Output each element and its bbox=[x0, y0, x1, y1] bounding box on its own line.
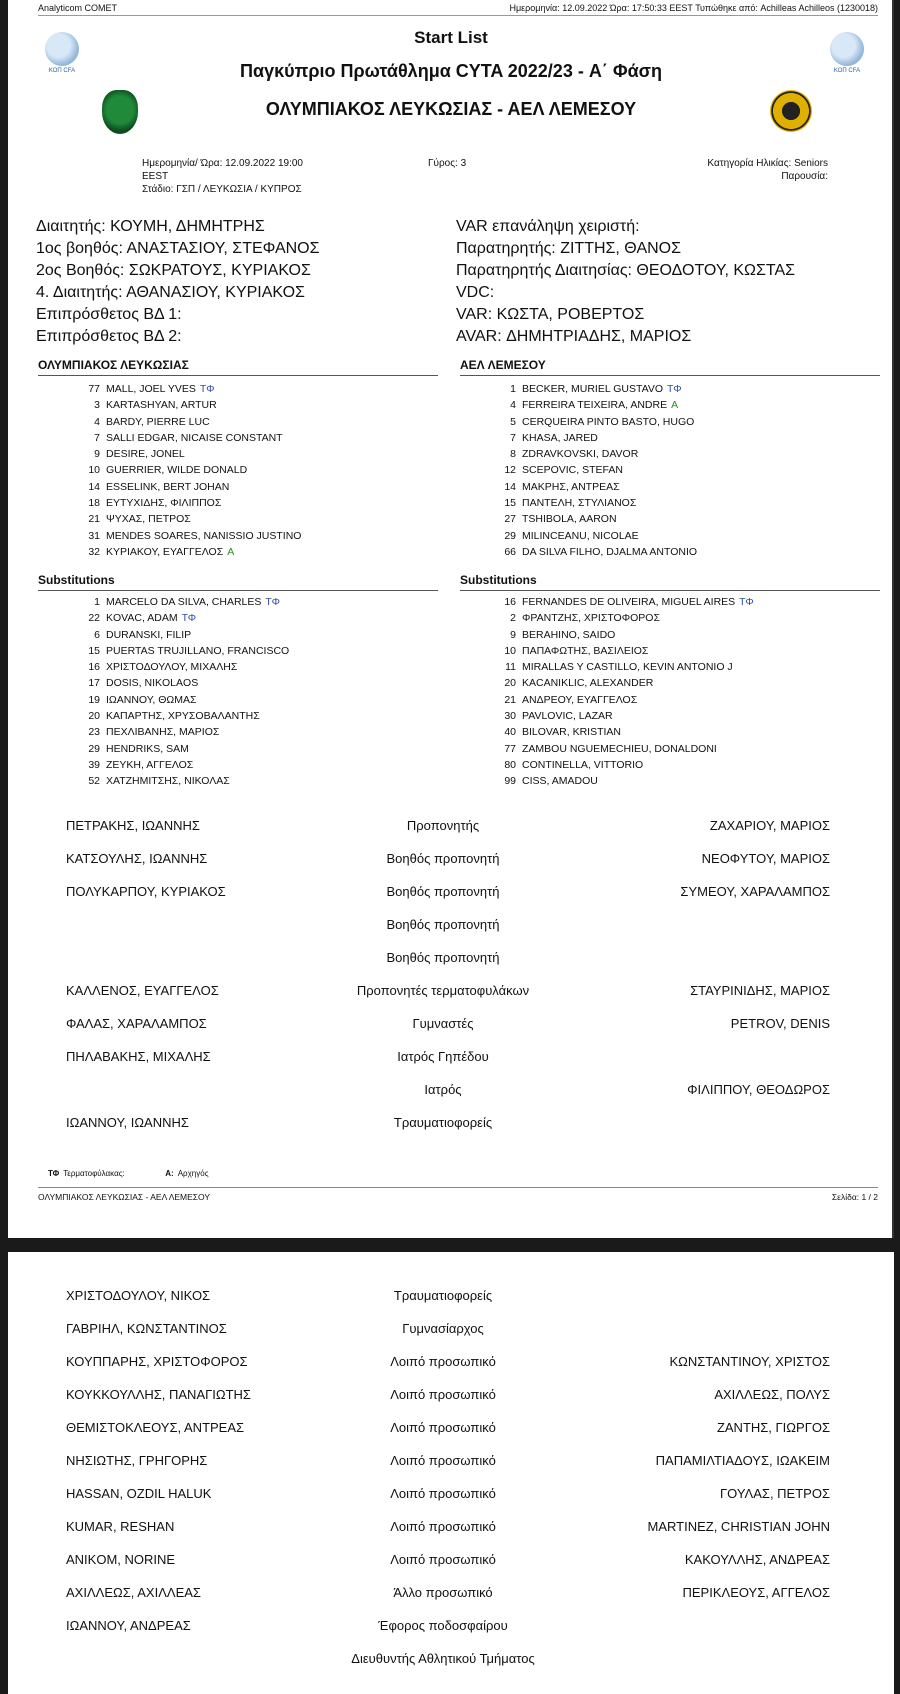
home-staff-name: ΚΑΤΣΟΥΛΗΣ, ΙΩΑΝΝΗΣ bbox=[66, 851, 208, 866]
official-line: VDC: bbox=[456, 284, 495, 301]
home-staff-name: KUMAR, RESHAN bbox=[66, 1519, 175, 1534]
shirt-number: 16 bbox=[88, 661, 100, 674]
shirt-number: 5 bbox=[510, 415, 516, 428]
away-staff-name: PETROV, DENIS bbox=[730, 1016, 830, 1031]
shirt-number: 20 bbox=[504, 677, 516, 690]
goalkeeper-badge: ΤΦ bbox=[667, 383, 682, 395]
player-name: ΧΡΙΣΤΟΔΟΥΛΟΥ, ΜΙΧΑΛΗΣ bbox=[106, 661, 238, 674]
staff-role: Λοιπό προσωπικό bbox=[390, 1420, 496, 1435]
staff-role: Ιατρός bbox=[424, 1082, 462, 1097]
shirt-number: 8 bbox=[510, 448, 516, 461]
staff-role: Βοηθός προπονητή bbox=[386, 950, 500, 965]
shirt-number: 10 bbox=[88, 464, 100, 477]
shirt-number: 23 bbox=[88, 726, 100, 739]
shirt-number: 40 bbox=[504, 726, 516, 739]
print-info: Ημερομηνία: 12.09.2022 Ώρα: 17:50:33 EEST Τυπώθηκε από: Achilleas Achilleos (1230018) bbox=[509, 3, 878, 13]
player-row bbox=[486, 462, 697, 478]
official-line: Επιπρόσθετος ΒΔ 1: bbox=[36, 306, 182, 323]
divider bbox=[460, 375, 880, 376]
player-name: TSHIBOLA, AARON bbox=[522, 513, 617, 526]
away-staff-name: ΠΕΡΙΚΛΕΟΥΣ, ΑΓΓΕΛΟΣ bbox=[682, 1585, 830, 1600]
player-name: PUERTAS TRUJILLANO, FRANCISCO bbox=[106, 644, 290, 657]
shirt-number: 29 bbox=[504, 529, 516, 542]
home-substitutes bbox=[70, 594, 289, 790]
player-row bbox=[486, 627, 754, 643]
player-row bbox=[70, 773, 289, 789]
official-line: 2ος Βοηθός: ΣΩΚΡΑΤΟΥΣ, ΚΥΡΙΑΚΟΣ bbox=[36, 262, 311, 279]
staff-role: Προπονητές τερματοφυλάκων bbox=[356, 983, 530, 998]
player-row bbox=[70, 675, 289, 691]
staff-role: Βοηθός προπονητή bbox=[386, 851, 500, 866]
official-line: 4. Διαιτητής: ΑΘΑΝΑΣΙΟΥ, ΚΥΡΙΑΚΟΣ bbox=[36, 284, 305, 301]
player-row bbox=[70, 430, 301, 446]
away-staff-name: ΠΑΠΑΜΙΛΤΙΑΔΟΥΣ, ΙΩΑΚΕΙΜ bbox=[655, 1453, 830, 1468]
shirt-number: 31 bbox=[88, 529, 100, 542]
player-row bbox=[486, 594, 754, 610]
shirt-number: 21 bbox=[504, 693, 516, 706]
player-name: SCEPOVIC, STEFAN bbox=[522, 464, 623, 477]
shirt-number: 20 bbox=[88, 710, 100, 723]
legend-gk-text: Τερματοφύλακας: bbox=[63, 1169, 125, 1178]
staff-row bbox=[8, 1552, 894, 1585]
match-title: ΟΛΥΜΠΙΑΚΟΣ ΛΕΥΚΩΣΙΑΣ - ΑΕΛ ΛΕΜΕΣΟΥ bbox=[265, 99, 637, 119]
staff-role: Βοηθός προπονητή bbox=[386, 884, 500, 899]
staff-role: Τραυματιοφορείς bbox=[393, 1115, 493, 1130]
staff-role: Λοιπό προσωπικό bbox=[390, 1387, 496, 1402]
player-name: DESIRE, JONEL bbox=[106, 448, 185, 461]
staff-role: Λοιπό προσωπικό bbox=[390, 1519, 496, 1534]
staff-row bbox=[8, 1618, 894, 1651]
player-name: SALLI EDGAR, NICAISE CONSTANT bbox=[106, 431, 283, 444]
page-number: Σελίδα: 1 / 2 bbox=[831, 1192, 878, 1202]
player-name: BARDY, PIERRE LUC bbox=[106, 415, 210, 428]
shirt-number: 99 bbox=[504, 775, 516, 788]
player-name: MALL, JOEL YVES bbox=[106, 383, 196, 395]
competition-title: Παγκύπριο Πρωτάθλημα CYTA 2022/23 - Α΄ Φάση bbox=[240, 61, 662, 81]
goalkeeper-badge: ΤΦ bbox=[199, 383, 215, 395]
shirt-number: 52 bbox=[88, 775, 100, 788]
shirt-number: 18 bbox=[88, 497, 100, 510]
player-row bbox=[70, 643, 289, 659]
shirt-number: 9 bbox=[510, 628, 516, 641]
staff-row bbox=[8, 884, 894, 917]
player-name: ΨΥΧΑΣ, ΠΕΤΡΟΣ bbox=[106, 513, 191, 526]
document-title: Start List bbox=[414, 28, 488, 47]
player-name: MIRALLAS Y CASTILLO, KEVIN ANTONIO J bbox=[522, 661, 733, 674]
player-name: KACANIKLIC, ALEXANDER bbox=[522, 677, 654, 690]
player-row bbox=[486, 414, 697, 430]
player-row bbox=[70, 741, 289, 757]
staff-role: Λοιπό προσωπικό bbox=[390, 1453, 496, 1468]
shirt-number: 15 bbox=[88, 644, 100, 657]
category-attendance bbox=[707, 157, 828, 183]
home-staff-name: ΚΟΥΠΠΑΡΗΣ, ΧΡΙΣΤΟΦΟΡΟΣ bbox=[66, 1354, 248, 1369]
shirt-number: 22 bbox=[88, 612, 100, 625]
staff-row bbox=[8, 851, 894, 884]
match-datetime bbox=[142, 157, 303, 196]
staff-role: Βοηθός προπονητή bbox=[386, 917, 500, 932]
player-row bbox=[486, 708, 754, 724]
cfa-logo-right-label: ΚΟΠ CFA bbox=[833, 68, 861, 74]
staff-role: Γυμναστές bbox=[412, 1016, 474, 1031]
staff-row bbox=[8, 1288, 894, 1321]
shirt-number: 15 bbox=[504, 497, 516, 510]
shirt-number: 80 bbox=[504, 758, 516, 771]
staff-role: Λοιπό προσωπικό bbox=[390, 1552, 496, 1567]
away-staff-name: ΖΑΝΤΗΣ, ΓΙΩΡΓΟΣ bbox=[716, 1420, 830, 1435]
shirt-number: 77 bbox=[88, 383, 100, 395]
away-staff-name: ΦΙΛΙΠΠΟΥ, ΘΕΟΔΩΡΟΣ bbox=[687, 1082, 830, 1097]
home-staff-name: ΙΩΑΝΝΟΥ, ΙΩΑΝΝΗΣ bbox=[66, 1115, 189, 1130]
player-name: ΑΝΔΡΕΟΥ, ΕΥΑΓΓΕΛΟΣ bbox=[522, 693, 638, 706]
player-name: ΙΩΑΝΝΟΥ, ΘΩΜΑΣ bbox=[106, 693, 197, 706]
player-name: BERAHINO, SAIDO bbox=[522, 628, 616, 641]
officials-right bbox=[456, 216, 795, 348]
home-staff-name: ΦΑΛΑΣ, ΧΑΡΑΛΑΜΠΟΣ bbox=[66, 1016, 207, 1031]
player-row bbox=[486, 757, 754, 773]
shirt-number: 16 bbox=[504, 596, 516, 608]
player-row bbox=[70, 594, 289, 610]
staff-row bbox=[8, 1651, 894, 1684]
official-line: AVAR: ΔΗΜΗΤΡΙΑΔΗΣ, ΜΑΡΙΟΣ bbox=[456, 328, 692, 345]
home-staff-name: ΠΟΛΥΚΑΡΠΟΥ, ΚΥΡΙΑΚΟΣ bbox=[66, 884, 226, 899]
player-row bbox=[486, 495, 697, 511]
official-line: VAR: ΚΩΣΤΑ, ΡΟΒΕΡΤΟΣ bbox=[456, 306, 645, 323]
stadium: Στάδιο: ΓΣΠ / ΛΕΥΚΩΣΙΑ / ΚΥΠΡΟΣ bbox=[142, 184, 302, 195]
round: Γύρος: 3 bbox=[428, 158, 467, 169]
official-line: Παρατηρητής Διαιτησίας: ΘΕΟΔΟΤΟΥ, ΚΩΣΤΑΣ bbox=[456, 262, 796, 279]
player-name: KOVAC, ADAM bbox=[106, 612, 178, 625]
home-staff-name: ΧΡΙΣΤΟΔΟΥΛΟΥ, ΝΙΚΟΣ bbox=[66, 1288, 211, 1303]
player-row bbox=[70, 692, 289, 708]
player-name: GUERRIER, WILDE DONALD bbox=[106, 464, 248, 477]
shirt-number: 27 bbox=[504, 513, 516, 526]
print-header bbox=[38, 2, 878, 16]
player-name: ΠΕΧΛΙΒΑΝΗΣ, ΜΑΡΙΟΣ bbox=[106, 726, 220, 739]
staff-role: Γυμνασίαρχος bbox=[402, 1321, 484, 1336]
staff-row bbox=[8, 1321, 894, 1354]
datetime-line: Ημερομηνία/ Ώρα: 12.09.2022 19:00 bbox=[142, 158, 303, 169]
staff-row bbox=[8, 917, 894, 950]
player-row bbox=[486, 479, 697, 495]
staff-row bbox=[8, 1354, 894, 1387]
player-row bbox=[486, 528, 697, 544]
player-row bbox=[70, 528, 301, 544]
player-row bbox=[70, 511, 301, 527]
player-name: KARTASHYAN, ARTUR bbox=[106, 399, 217, 412]
player-row bbox=[486, 511, 697, 527]
player-name: ΠΑΠΑΦΩΤΗΣ, ΒΑΣΙΛΕΙΟΣ bbox=[522, 644, 649, 657]
official-line: Επιπρόσθετος ΒΔ 2: bbox=[36, 328, 182, 345]
shirt-number: 4 bbox=[94, 415, 100, 428]
shirt-number: 32 bbox=[88, 545, 100, 558]
shirt-number: 39 bbox=[88, 758, 100, 771]
staff-role: Λοιπό προσωπικό bbox=[390, 1354, 496, 1369]
player-row bbox=[70, 495, 301, 511]
captain-badge: A bbox=[671, 399, 679, 412]
player-name: ΧΑΤΖΗΜΙΤΣΗΣ, ΝΙΚΟΛΑΣ bbox=[106, 775, 230, 788]
away-staff-name: ΣΥΜΕΟΥ, ΧΑΡΑΛΑΜΠΟΣ bbox=[680, 884, 830, 899]
player-name: ΜΑΚΡΗΣ, ΑΝΤΡΕΑΣ bbox=[522, 480, 620, 493]
player-row bbox=[70, 757, 289, 773]
player-row bbox=[70, 724, 289, 740]
footer-match: ΟΛΥΜΠΙΑΚΟΣ ΛΕΥΚΩΣΙΑΣ - ΑΕΛ ΛΕΜΕΣΟΥ bbox=[38, 1192, 211, 1202]
official-line: 1ος βοηθός: ΑΝΑΣΤΑΣΙΟΥ, ΣΤΕΦΑΝΟΣ bbox=[36, 240, 320, 257]
age-category: Κατηγορία Ηλικίας: Seniors bbox=[707, 158, 828, 169]
divider bbox=[460, 590, 880, 591]
player-name: BECKER, MURIEL GUSTAVO bbox=[522, 383, 663, 395]
shirt-number: 3 bbox=[94, 399, 100, 412]
staff-role: Ιατρός Γηπέδου bbox=[397, 1049, 489, 1064]
player-row bbox=[486, 544, 697, 560]
away-staff-name: ΚΩΝΣΤΑΝΤΙΝΟΥ, ΧΡΙΣΤΟΣ bbox=[669, 1354, 830, 1369]
player-name: MARCELO DA SILVA, CHARLES bbox=[106, 596, 262, 608]
staff-row bbox=[8, 1420, 894, 1453]
shirt-number: 6 bbox=[94, 628, 100, 641]
shirt-number: 1 bbox=[510, 383, 516, 395]
team-staff-page2 bbox=[8, 1288, 894, 1684]
shirt-number: 11 bbox=[505, 661, 516, 674]
player-row bbox=[486, 643, 754, 659]
player-row bbox=[70, 414, 301, 430]
cfa-logo-left-label: ΚΟΠ CFA bbox=[48, 68, 76, 74]
staff-row bbox=[8, 1519, 894, 1552]
player-name: ΚΑΠΑΡΤΗΣ, ΧΡΥΣΟΒΑΛΑΝΤΗΣ bbox=[106, 710, 260, 723]
player-row bbox=[70, 397, 301, 413]
away-staff-name: ΑΧΙΛΛΕΩΣ, ΠΟΛΥΣ bbox=[714, 1387, 830, 1402]
player-name: CISS, AMADOU bbox=[522, 775, 598, 788]
player-name: MENDES SOARES, NANISSIO JUSTINO bbox=[106, 529, 302, 542]
home-starters bbox=[70, 381, 301, 560]
away-staff-name: ΚΑΚΟΥΛΛΗΣ, ΑΝΔΡΕΑΣ bbox=[684, 1552, 830, 1567]
staff-role: Λοιπό προσωπικό bbox=[390, 1486, 496, 1501]
away-staff-name: ΓΟΥΛΑΣ, ΠΕΤΡΟΣ bbox=[720, 1486, 830, 1501]
player-row bbox=[70, 446, 301, 462]
shirt-number: 12 bbox=[504, 464, 516, 477]
legend-cap-text: Αρχηγός bbox=[177, 1169, 209, 1178]
legend-gk-code: ΤΦ bbox=[48, 1169, 60, 1178]
shirt-number: 21 bbox=[88, 513, 100, 526]
shirt-number: 14 bbox=[88, 480, 100, 493]
player-row bbox=[70, 462, 301, 478]
staff-row bbox=[8, 818, 894, 851]
player-name: KHASA, JARED bbox=[522, 431, 598, 444]
staff-row bbox=[8, 1387, 894, 1420]
page-2 bbox=[8, 1252, 894, 1694]
staff-row bbox=[8, 1453, 894, 1486]
player-row bbox=[486, 741, 754, 757]
player-row bbox=[486, 692, 754, 708]
shirt-number: 9 bbox=[94, 448, 100, 461]
home-staff-name: ΚΟΥΚΚΟΥΛΛΗΣ, ΠΑΝΑΓΙΩΤΗΣ bbox=[66, 1387, 251, 1402]
player-row bbox=[70, 659, 289, 675]
away-team-heading: ΑΕΛ ΛΕΜΕΣΟΥ bbox=[460, 358, 546, 372]
player-name: FERNANDES DE OLIVEIRA, MIGUEL AIRES bbox=[522, 596, 736, 608]
staff-row bbox=[8, 950, 894, 983]
player-row bbox=[486, 397, 697, 413]
page-footer bbox=[38, 1187, 878, 1202]
player-name: BILOVAR, KRISTIAN bbox=[522, 726, 621, 739]
home-staff-name: ΙΩΑΝΝΟΥ, ΑΝΔΡΕΑΣ bbox=[66, 1618, 191, 1633]
staff-row bbox=[8, 1486, 894, 1519]
home-team-heading: ΟΛΥΜΠΙΑΚΟΣ ΛΕΥΚΩΣΙΑΣ bbox=[38, 358, 189, 372]
shirt-number: 19 bbox=[88, 693, 100, 706]
officials-left bbox=[36, 216, 320, 348]
player-name: ESSELINK, BERT JOHAN bbox=[106, 480, 230, 493]
away-starters bbox=[486, 381, 697, 560]
player-name: ΚΥΡΙΑΚΟΥ, ΕΥΑΓΓΕΛΟΣ bbox=[106, 545, 224, 558]
divider bbox=[38, 375, 438, 376]
player-name: CONTINELLA, VITTORIO bbox=[522, 758, 644, 771]
home-staff-name: HASSAN, OZDIL HALUK bbox=[66, 1486, 212, 1501]
player-name: DA SILVA FILHO, DJALMA ANTONIO bbox=[522, 545, 698, 558]
player-row bbox=[70, 479, 301, 495]
attendance: Παρουσία: bbox=[781, 171, 828, 182]
staff-role: Άλλο προσωπικό bbox=[393, 1585, 493, 1600]
player-name: DURANSKI, FILIP bbox=[106, 628, 192, 641]
timezone-line: EEST bbox=[142, 171, 169, 182]
home-staff-name: ΑΧΙΛΛΕΩΣ, ΑΧΙΛΛΕΑΣ bbox=[66, 1585, 201, 1600]
staff-row bbox=[8, 1082, 894, 1115]
shirt-number: 17 bbox=[88, 677, 100, 690]
staff-role: Τραυματιοφορείς bbox=[393, 1288, 493, 1303]
staff-row bbox=[8, 1115, 894, 1148]
player-row bbox=[70, 627, 289, 643]
away-subs-heading: Substitutions bbox=[460, 573, 537, 587]
player-row bbox=[486, 724, 754, 740]
player-name: CERQUEIRA PINTO BASTO, HUGO bbox=[522, 415, 695, 428]
home-staff-name: ΠΗΛΑΒΑΚΗΣ, ΜΙΧΑΛΗΣ bbox=[66, 1049, 211, 1064]
player-row bbox=[70, 708, 289, 724]
official-line: Παρατηρητής: ΖΙΤΤΗΣ, ΘΑΝΟΣ bbox=[456, 240, 682, 257]
player-row bbox=[486, 773, 754, 789]
player-row bbox=[486, 675, 754, 691]
player-row bbox=[70, 610, 289, 626]
home-staff-name: ΓΑΒΡΙΗΛ, ΚΩΝΣΤΑΝΤΙΝΟΣ bbox=[66, 1321, 227, 1336]
staff-role: Διευθυντής Αθλητικού Τμήματος bbox=[351, 1651, 535, 1666]
staff-row bbox=[8, 1585, 894, 1618]
divider bbox=[38, 590, 438, 591]
legend bbox=[48, 1169, 209, 1178]
goalkeeper-badge: ΤΦ bbox=[739, 596, 754, 608]
shirt-number: 2 bbox=[510, 612, 516, 625]
home-staff-name: ΝΗΣΙΩΤΗΣ, ΓΡΗΓΟΡΗΣ bbox=[66, 1453, 208, 1468]
player-row bbox=[486, 381, 697, 397]
shirt-number: 7 bbox=[510, 431, 516, 444]
player-name: HENDRIKS, SAM bbox=[106, 742, 189, 755]
shirt-number: 10 bbox=[504, 644, 516, 657]
player-row bbox=[486, 430, 697, 446]
player-name: ZDRAVKOVSKI, DAVOR bbox=[522, 448, 639, 461]
shirt-number: 14 bbox=[504, 480, 516, 493]
player-name: ΦΡΑΝΤΖΗΣ, ΧΡΙΣΤΟΦΟΡΟΣ bbox=[522, 612, 660, 625]
player-name: PAVLOVIC, LAZAR bbox=[522, 710, 613, 723]
home-staff-name: ΠΕΤΡΑΚΗΣ, ΙΩΑΝΝΗΣ bbox=[66, 818, 200, 833]
player-name: ZAMBOU NGUEMECHIEU, DONALDONI bbox=[522, 742, 717, 755]
shirt-number: 4 bbox=[510, 399, 516, 412]
team-staff-page1 bbox=[8, 818, 894, 1148]
home-staff-name: ΚΑΛΛΕΝΟΣ, ΕΥΑΓΓΕΛΟΣ bbox=[66, 983, 219, 998]
official-line: Διαιτητής: ΚΟΥΜΗ, ΔΗΜΗΤΡΗΣ bbox=[36, 218, 265, 235]
system-name: Analyticom COMET bbox=[38, 3, 118, 13]
official-line: VAR επανάληψη χειριστή: bbox=[456, 218, 640, 235]
player-row bbox=[70, 381, 301, 397]
staff-row bbox=[8, 983, 894, 1016]
player-row bbox=[486, 659, 754, 675]
away-staff-name: ΝΕΟΦΥΤΟΥ, ΜΑΡΙΟΣ bbox=[701, 851, 830, 866]
legend-cap-code: A: bbox=[165, 1169, 174, 1178]
player-name: ΕΥΤΥΧΙΔΗΣ, ΦΙΛΙΠΠΟΣ bbox=[106, 497, 222, 510]
shirt-number: 77 bbox=[504, 742, 516, 755]
away-substitutes bbox=[486, 594, 754, 790]
player-row bbox=[486, 446, 697, 462]
shirt-number: 1 bbox=[94, 596, 100, 608]
home-staff-name: ΘΕΜΙΣΤΟΚΛΕΟΥΣ, ΑΝΤΡΕΑΣ bbox=[66, 1420, 245, 1435]
staff-row bbox=[8, 1049, 894, 1082]
player-name: ΠΑΝΤΕΛΗ, ΣΤΥΛΙΑΝΟΣ bbox=[522, 497, 637, 510]
shirt-number: 66 bbox=[504, 545, 516, 558]
player-row bbox=[70, 544, 301, 560]
player-row bbox=[486, 610, 754, 626]
staff-role: Έφορος ποδοσφαίρου bbox=[378, 1618, 508, 1633]
shirt-number: 29 bbox=[88, 742, 100, 755]
away-staff-name: ΣΤΑΥΡΙΝΙΔΗΣ, ΜΑΡΙΟΣ bbox=[690, 983, 830, 998]
player-name: DOSIS, NIKOLAOS bbox=[106, 677, 199, 690]
away-staff-name: MARTINEZ, CHRISTIAN JOHN bbox=[647, 1519, 830, 1534]
goalkeeper-badge: ΤΦ bbox=[265, 596, 281, 608]
captain-badge: A bbox=[227, 545, 235, 558]
staff-role: Προπονητής bbox=[406, 818, 480, 833]
shirt-number: 7 bbox=[94, 431, 100, 444]
shirt-number: 30 bbox=[504, 710, 516, 723]
home-subs-heading: Substitutions bbox=[38, 573, 115, 587]
player-name: MILINCEANU, NICOLAE bbox=[522, 529, 639, 542]
page-1 bbox=[8, 0, 894, 1238]
goalkeeper-badge: ΤΦ bbox=[181, 612, 197, 625]
player-name: FERREIRA TEIXEIRA, ANDRE bbox=[522, 399, 668, 412]
player-name: ΖΕΥΚΗ, ΑΓΓΕΛΟΣ bbox=[106, 758, 194, 771]
staff-row bbox=[8, 1016, 894, 1049]
home-staff-name: ANIKOM, NORINE bbox=[66, 1552, 176, 1567]
away-staff-name: ΖΑΧΑΡΙΟΥ, ΜΑΡΙΟΣ bbox=[709, 818, 830, 833]
